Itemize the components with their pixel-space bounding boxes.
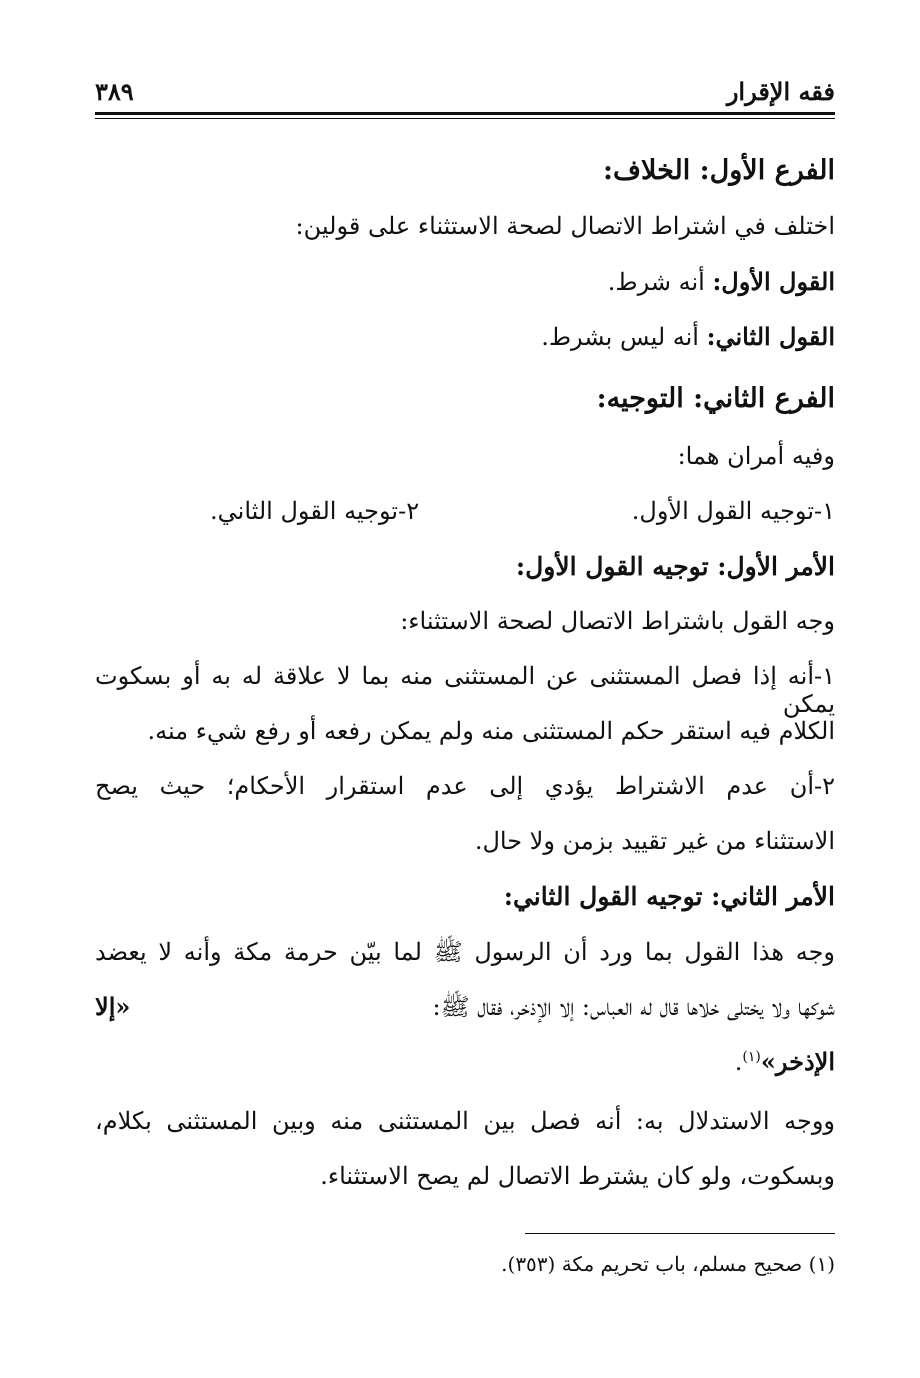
section1-intro: اختلف في اشتراط الاتصال لصحة الاستثناء على قولين: bbox=[295, 212, 835, 240]
header-rule-thin bbox=[95, 118, 835, 119]
para3-line2-text: شوكها ولا يختلى خلاها قال له العباس: إلا الإذخر، فقال ﷺ: bbox=[432, 993, 835, 1021]
running-header bbox=[95, 72, 835, 110]
opinion-2-label: القول الثاني: bbox=[706, 322, 835, 351]
para3-line2 bbox=[95, 992, 835, 1027]
para4-line1: ووجه الاستدلال به: أنه فصل بين المستثنى منه وبين المستثنى بكلام، bbox=[95, 1107, 835, 1135]
para1-line2: الكلام فيه استقر حكم المستثنى منه ولم يمكن رفعه أو رفع شيء منه. bbox=[147, 717, 835, 745]
list-item-1: ١-توجيه القول الأول. bbox=[631, 497, 835, 525]
footnote-marker: (١) bbox=[742, 1049, 761, 1065]
header-rule-thick bbox=[95, 112, 835, 115]
amr1-intro: وجه القول باشتراط الاتصال لصحة الاستثناء: bbox=[400, 607, 835, 635]
opinion-1-label: القول الأول: bbox=[712, 267, 835, 296]
para2-line2: الاستثناء من غير تقييد بزمن ولا حال. bbox=[474, 827, 835, 855]
para4-line2: وبسكوت، ولو كان يشترط الاتصال لم يصح الاستثناء. bbox=[320, 1162, 835, 1190]
section2-intro: وفيه أمران هما: bbox=[677, 442, 835, 470]
section2-heading: الفرع الثاني: التوجيه: bbox=[596, 383, 835, 414]
amr2-heading: الأمر الثاني: توجيه القول الثاني: bbox=[503, 882, 835, 911]
footnote-rule bbox=[525, 1233, 835, 1234]
page-number: ٣٨٩ bbox=[95, 76, 134, 106]
para1-line1: ١-أنه إذا فصل المستثنى عن المستثنى منه بما لا علاقة له به أو بسكوت يمكن bbox=[95, 662, 835, 718]
section1-heading: الفرع الأول: الخلاف: bbox=[603, 155, 835, 186]
para3-line1: وجه هذا القول بما ورد أن الرسول ﷺ لما بيّن حرمة مكة وأنه لا يعضد bbox=[95, 938, 835, 966]
running-title: فقه الإقرار bbox=[726, 76, 835, 106]
opinion-2-text: أنه ليس بشرط. bbox=[541, 323, 699, 351]
list-item-2: ٢-توجيه القول الثاني. bbox=[210, 497, 420, 525]
opinion-2 bbox=[541, 322, 835, 351]
para3-line3: الإذخر»$^{(١)}$. bbox=[734, 1047, 835, 1076]
hadith-quote-end: الإذخر» bbox=[760, 1047, 835, 1076]
footnote: (١) صحيح مسلم، باب تحريم مكة (٣٥٣). bbox=[501, 1252, 835, 1276]
opinion-1-text: أنه شرط. bbox=[607, 268, 705, 296]
opinion-1 bbox=[608, 267, 835, 296]
para2-line1: ٢-أن عدم الاشتراط يؤدي إلى عدم استقرار الأحكام؛ حيث يصح bbox=[95, 772, 836, 800]
hadith-quote-start: «إلا bbox=[95, 992, 131, 1021]
amr1-heading: الأمر الأول: توجيه القول الأول: bbox=[515, 552, 835, 581]
